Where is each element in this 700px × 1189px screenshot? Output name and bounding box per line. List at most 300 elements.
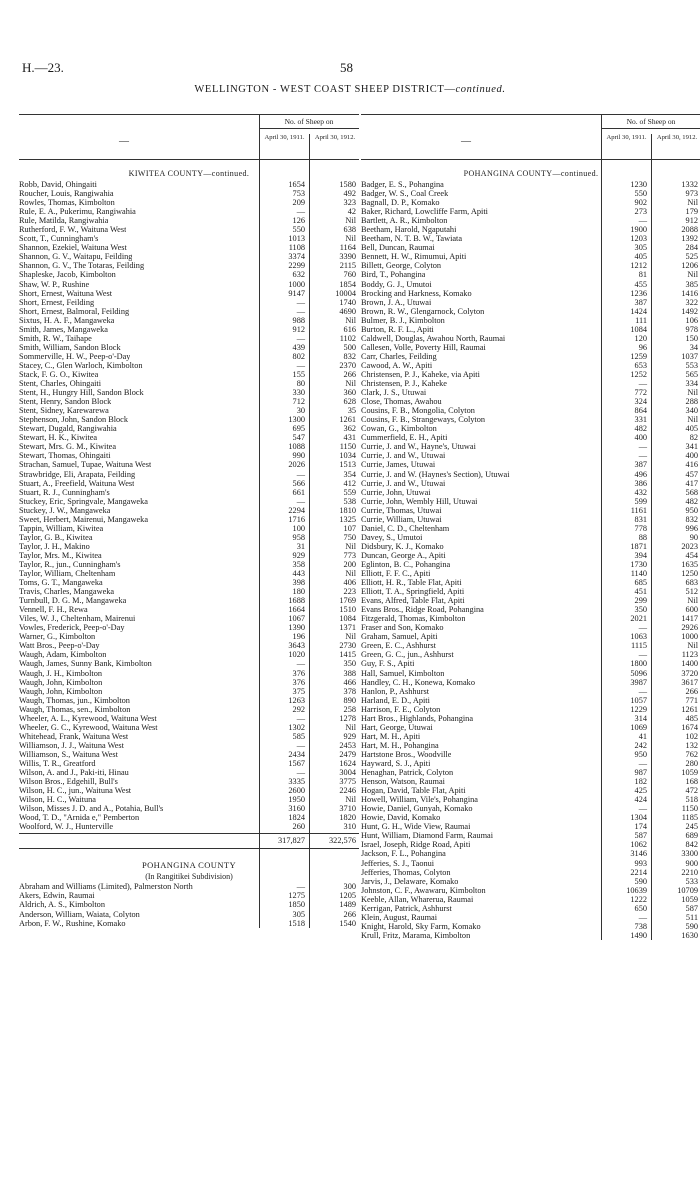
- sheep-1912: 1854: [339, 279, 356, 289]
- sheep-1912: 929: [343, 731, 356, 741]
- owner-name: Graham, Samuel, Apiti: [361, 632, 438, 642]
- sheep-1911: 1304: [630, 813, 647, 823]
- sheep-1911: 653: [634, 360, 647, 370]
- sheep-1912: 416: [685, 460, 698, 470]
- owner-name: Shannon, Ezekiel, Waituna West: [19, 243, 127, 253]
- sheep-1912: 106: [685, 315, 698, 325]
- sheep-1911: 350: [634, 605, 647, 615]
- sheep-1911: 209: [292, 198, 305, 208]
- table-row: [361, 705, 700, 714]
- sheep-1911: —: [638, 686, 647, 696]
- owner-name: Cousins, F. B., Strangeways, Colyton: [361, 415, 486, 425]
- sheep-1912: 354: [343, 469, 356, 479]
- sheep-1911: 1161: [630, 505, 647, 515]
- table-row: [361, 804, 700, 813]
- sheep-1911: 314: [634, 713, 647, 723]
- sheep-1912: 457: [685, 469, 698, 479]
- table-row: [361, 895, 700, 904]
- sheep-1912: 832: [343, 351, 356, 361]
- sheep-1912: 2246: [339, 786, 356, 796]
- table-row: [361, 307, 700, 316]
- sheep-1912: 1164: [339, 243, 356, 253]
- header-dash: —: [119, 136, 129, 147]
- title-suffix: continued.: [455, 84, 506, 95]
- sheep-1911: 587: [634, 831, 647, 841]
- owner-name: Wilson, A. and J., Paki-iti, Hinau: [19, 768, 129, 778]
- owner-name: Knight, Harold, Sky Farm, Komako: [361, 921, 481, 931]
- table-row: [19, 225, 359, 234]
- owner-name: Taylor, Mrs. M., Kiwitea: [19, 550, 102, 560]
- sheep-1911: 41: [638, 731, 647, 741]
- owner-name: Wilson, H. C., jun., Waituna West: [19, 786, 132, 796]
- sheep-1911: 1518: [288, 918, 305, 928]
- sheep-1912: 978: [685, 324, 698, 334]
- owner-name: Hall, Samuel, Kimbolton: [361, 668, 445, 678]
- sheep-1912: 310: [343, 822, 356, 832]
- sheep-1911: 111: [635, 315, 647, 325]
- sheep-1912: 245: [685, 822, 698, 832]
- sheep-1912: 266: [685, 686, 698, 696]
- table-row: [361, 334, 700, 343]
- table-row: [361, 678, 700, 687]
- sheep-1912: Nil: [345, 569, 356, 579]
- table-row: [361, 533, 700, 542]
- sheep-1911: 993: [634, 858, 647, 868]
- table-row: [19, 900, 359, 909]
- sheep-1912: 322: [685, 297, 698, 307]
- table-row: [361, 840, 700, 849]
- sheep-1912: 42: [347, 207, 356, 217]
- sheep-1912: 1059: [681, 768, 698, 778]
- table-row: [19, 479, 359, 488]
- sheep-1911: 2294: [288, 505, 305, 515]
- table-row: [361, 207, 700, 216]
- sheep-1911: —: [638, 804, 647, 814]
- owner-name: Turnbull, D. G. M., Mangaweka: [19, 596, 127, 606]
- owner-name: Stephenson, John, Sandon Block: [19, 415, 129, 425]
- sheep-1911: 1302: [288, 722, 305, 732]
- table-row: [19, 687, 359, 696]
- left-table-body: [19, 160, 359, 928]
- owner-name: Evans Bros., Ridge Road, Pohangina: [361, 605, 484, 615]
- sheep-1912: 3617: [681, 677, 698, 687]
- table-row: [19, 343, 359, 352]
- table-row: [361, 198, 700, 207]
- owner-name: Davey, S., Umutoi: [361, 532, 423, 542]
- table-row: [19, 515, 359, 524]
- owner-name: Clark, J. S., Utuwai: [361, 388, 427, 398]
- sheep-1911: 5096: [630, 668, 647, 678]
- sheep-1911: —: [296, 882, 305, 892]
- sheep-1911: 1108: [288, 243, 305, 253]
- sheep-1911: 424: [634, 795, 647, 805]
- owner-name: Fraser and Son, Komako: [361, 623, 444, 633]
- table-row: [361, 479, 700, 488]
- sheep-1912: 1371: [339, 623, 356, 633]
- sheep-1912: 762: [685, 749, 698, 759]
- owner-name: Stuckey, J. W., Mangaweka: [19, 505, 111, 515]
- owner-name: Waugh, Thomas, sen., Kimbolton: [19, 704, 131, 714]
- sheep-1912: 266: [343, 369, 356, 379]
- owner-name: Elliott, H. R., Table Flat, Apiti: [361, 578, 462, 588]
- table-row: [19, 198, 359, 207]
- table-row: [361, 913, 700, 922]
- owner-name: Waugh, J. H., Kimbolton: [19, 668, 102, 678]
- sheep-1911: 400: [634, 433, 647, 443]
- table-row: [19, 316, 359, 325]
- sheep-1911: 3987: [630, 677, 647, 687]
- title-main: WELLINGTON - WEST COAST SHEEP DISTRICT—: [194, 84, 456, 95]
- owner-name: Bartlett, A. R., Kimbolton: [361, 216, 448, 226]
- owner-name: Caldwell, Douglas, Awahou North, Raumai: [361, 333, 506, 343]
- owner-name: Handley, C. H., Konewa, Komako: [361, 677, 475, 687]
- sheep-1912: 150: [685, 333, 698, 343]
- sheep-1912: 600: [685, 605, 698, 615]
- owner-name: Waugh, Adam, Kimbolton: [19, 650, 107, 660]
- owner-name: Stuart, R. J., Cunningham's: [19, 487, 110, 497]
- sheep-1912: 518: [685, 795, 698, 805]
- table-row: [361, 225, 700, 234]
- table-row: [361, 859, 700, 868]
- sheep-1911: 180: [292, 587, 305, 597]
- table-row: [361, 605, 700, 614]
- sheep-1912: 1206: [681, 261, 698, 271]
- sheep-1911: 10639: [626, 885, 647, 895]
- sheep-1912: 2088: [681, 225, 698, 235]
- owner-name: Callesen, Volle, Poverty Hill, Raumai: [361, 342, 486, 352]
- sheep-1911: 299: [634, 596, 647, 606]
- sheep-1912: 406: [343, 578, 356, 588]
- table-row: [19, 488, 359, 497]
- sheep-1912: Nil: [345, 315, 356, 325]
- table-row: [19, 234, 359, 243]
- owner-name: Klein, August, Raumai: [361, 912, 438, 922]
- owner-name: Tappin, William, Kiwitea: [19, 523, 104, 533]
- owner-name: Eglinton, B. C., Pohangina: [361, 559, 451, 569]
- table-row: [19, 551, 359, 560]
- sheep-1912: 533: [685, 876, 698, 886]
- sheep-1912: 1261: [339, 415, 356, 425]
- owner-name: Brown, R. W., Glengarnock, Colyton: [361, 306, 485, 316]
- sheep-1911: 550: [634, 189, 647, 199]
- sheep-1911: 331: [634, 415, 647, 425]
- owner-name: Rule, Matilda, Rangiwahia: [19, 216, 109, 226]
- owner-name: Boddy, G. J., Umutoi: [361, 279, 432, 289]
- sheep-1912: Nil: [345, 795, 356, 805]
- owner-name: Currie, J. and W., Utuwai: [361, 478, 446, 488]
- sheep-1911: —: [638, 379, 647, 389]
- table-row: [361, 868, 700, 877]
- owner-name: Cowan, G., Kimbolton: [361, 424, 437, 434]
- table-row: [361, 922, 700, 931]
- total-1911: 317,827: [278, 836, 305, 846]
- sheep-1912: 565: [685, 369, 698, 379]
- owner-name: Hart Bros., Highlands, Pohangina: [361, 713, 473, 723]
- sheep-1911: —: [296, 207, 305, 217]
- table-row: [19, 741, 359, 750]
- owner-name: Williamson, S., Waituna West: [19, 749, 118, 759]
- sheep-1911: 1222: [630, 894, 647, 904]
- owner-name: Smith, William, Sandon Block: [19, 342, 121, 352]
- sheep-1912: 1415: [339, 650, 356, 660]
- header-dash: —: [461, 136, 471, 147]
- sheep-1911: 864: [634, 406, 647, 416]
- owner-name: Taylor, J. H., Makino: [19, 541, 90, 551]
- sheep-1911: 1000: [288, 279, 305, 289]
- left-table: [19, 114, 359, 928]
- sheep-1912: 179: [685, 207, 698, 217]
- sheep-1911: 1259: [630, 351, 647, 361]
- sheep-1911: 1950: [288, 795, 305, 805]
- table-row: [19, 370, 359, 379]
- sheep-1912: 1740: [339, 297, 356, 307]
- owner-name: Sweet, Herbert, Mairenui, Mangaweka: [19, 514, 149, 524]
- sheep-1911: 1084: [630, 324, 647, 334]
- sheep-1911: 3335: [288, 777, 305, 787]
- sheep-1911: 1800: [630, 659, 647, 669]
- sheep-1911: 324: [634, 397, 647, 407]
- sheep-1912: 90: [689, 532, 698, 542]
- sheep-1911: 2026: [288, 460, 305, 470]
- sheep-1911: 2214: [630, 867, 647, 877]
- table-row: [19, 289, 359, 298]
- sheep-1911: 305: [634, 243, 647, 253]
- header-year-1911: April 30, 1911.: [601, 134, 651, 159]
- owner-name: Cawood, A. W., Apiti: [361, 360, 433, 370]
- section-subheading: (In Rangitikei Subdivision): [145, 872, 233, 882]
- table-row: [19, 669, 359, 678]
- sheep-1911: 1069: [630, 722, 647, 732]
- table-row: [19, 497, 359, 506]
- table-row: [361, 460, 700, 469]
- sheep-1912: 1102: [339, 333, 356, 343]
- owner-name: Anderson, William, Waiata, Colyton: [19, 909, 140, 919]
- sheep-1911: 394: [634, 550, 647, 560]
- owner-name: Stewart, H. K., Kiwitea: [19, 433, 98, 443]
- owner-name: Christensen, P. J., Kaheke: [361, 379, 447, 389]
- sheep-1911: 31: [296, 541, 305, 551]
- table-row: [19, 243, 359, 252]
- table-row: [19, 207, 359, 216]
- sheep-1911: 120: [634, 333, 647, 343]
- sheep-1912: 223: [343, 587, 356, 597]
- owner-name: Evans, Alfred, Table Flat, Apiti: [361, 596, 465, 606]
- sheep-1911: 1063: [630, 632, 647, 642]
- table-row: [19, 379, 359, 388]
- sheep-1912: 454: [685, 550, 698, 560]
- sheep-1911: 1654: [288, 180, 305, 189]
- sheep-1912: 1278: [339, 713, 356, 723]
- owner-name: Smith, R. W., Taihape: [19, 333, 92, 343]
- sheep-1912: 378: [343, 686, 356, 696]
- sheep-1911: 305: [292, 909, 305, 919]
- owner-name: Keeble, Allan, Wharerua, Raumai: [361, 894, 474, 904]
- sheep-1911: —: [296, 768, 305, 778]
- table-row: [19, 280, 359, 289]
- owner-name: Roucher, Louis, Rangiwahia: [19, 189, 114, 199]
- owner-name: Waugh, Thomas, jun., Kimbolton: [19, 695, 130, 705]
- sheep-1912: 1037: [681, 351, 698, 361]
- sheep-1912: 280: [685, 759, 698, 768]
- table-row: [361, 723, 700, 732]
- table-row: [19, 891, 359, 900]
- owner-name: Short, Ernest, Balmoral, Feilding: [19, 306, 130, 316]
- sheep-1911: —: [638, 650, 647, 660]
- sheep-1911: 1252: [630, 369, 647, 379]
- table-row: [19, 270, 359, 279]
- sheep-1911: 398: [292, 578, 305, 588]
- sheep-1912: 1630: [681, 930, 698, 940]
- sheep-1911: 753: [292, 189, 305, 199]
- table-row: [19, 882, 359, 891]
- sheep-1912: 1250: [681, 569, 698, 579]
- owner-name: Stacey, C., Glen Warloch, Kimbolton: [19, 360, 143, 370]
- sheep-1911: 1140: [630, 569, 647, 579]
- table-row: [19, 632, 359, 641]
- table-row: [361, 813, 700, 822]
- right-table: [361, 114, 700, 940]
- owner-name: Green, G. C., jun., Ashhurst: [361, 650, 454, 660]
- sheep-1912: 10004: [335, 288, 356, 298]
- sheep-1912: 1123: [681, 650, 698, 660]
- owner-name: Jefferies, S. J., Taonui: [361, 858, 435, 868]
- table-row: [361, 795, 700, 804]
- page-title: [0, 84, 700, 95]
- sheep-1911: 2021: [630, 614, 647, 624]
- sheep-1911: 387: [634, 297, 647, 307]
- table-row: [19, 605, 359, 614]
- table-row: [361, 298, 700, 307]
- sheep-1911: 990: [292, 451, 305, 461]
- sheep-1912: 2453: [339, 740, 356, 750]
- sheep-1911: 375: [292, 686, 305, 696]
- sheep-1911: 292: [292, 704, 305, 714]
- table-row: [19, 750, 359, 759]
- table-row: [361, 849, 700, 858]
- owner-name: Waugh, John, Kimbolton: [19, 677, 103, 687]
- sheep-1911: 376: [292, 677, 305, 687]
- table-row: [19, 804, 359, 813]
- sheep-1912: 360: [343, 388, 356, 398]
- sheep-1911: —: [296, 306, 305, 316]
- owner-name: Elliott, T. A., Springfield, Apiti: [361, 587, 465, 597]
- sheep-1912: 1185: [681, 813, 698, 823]
- sheep-1912: 1540: [339, 918, 356, 928]
- sheep-1911: 100: [292, 523, 305, 533]
- owner-name: Beetham, Harold, Ngaputahi: [361, 225, 457, 235]
- sheep-1912: 1489: [339, 900, 356, 910]
- owner-name: Taylor, William, Cheltenham: [19, 569, 116, 579]
- table-row: [361, 886, 700, 895]
- table-row: [361, 822, 700, 831]
- sheep-1912: 628: [343, 397, 356, 407]
- sheep-1911: 695: [292, 424, 305, 434]
- sheep-1912: 590: [685, 921, 698, 931]
- owner-name: Jefferies, Thomas, Colyton: [361, 867, 451, 877]
- sheep-1911: 1203: [630, 234, 647, 244]
- owner-name: Close, Thomas, Awahou: [361, 397, 442, 407]
- sheep-1912: 258: [343, 704, 356, 714]
- table-row: [361, 732, 700, 741]
- sheep-1911: —: [638, 623, 647, 633]
- table-row: [361, 669, 700, 678]
- owner-name: Sixtus, H. A. F., Mangaweka: [19, 315, 115, 325]
- owner-name: Bird, T., Pohangina: [361, 270, 426, 280]
- sheep-1911: 196: [292, 632, 305, 642]
- sheep-1911: —: [296, 740, 305, 750]
- sheep-1912: 1084: [339, 614, 356, 624]
- table-row: [19, 569, 359, 578]
- table-row: [361, 551, 700, 560]
- sheep-1911: 1490: [630, 930, 647, 940]
- sheep-1911: 950: [634, 749, 647, 759]
- table-row: [361, 243, 700, 252]
- sheep-1911: 376: [292, 668, 305, 678]
- table-row: [19, 189, 359, 198]
- owner-name: Didsbury, K. J., Komako: [361, 541, 444, 551]
- sheep-1912: 1513: [339, 460, 356, 470]
- sheep-1911: 712: [292, 397, 305, 407]
- table-row: [19, 587, 359, 596]
- header-number-label: No. of Sheep on: [601, 117, 700, 129]
- table-row: [19, 406, 359, 415]
- table-row: [361, 442, 700, 451]
- sheep-1911: 405: [634, 252, 647, 262]
- sheep-1911: —: [638, 451, 647, 461]
- sheep-1911: 30: [296, 406, 305, 416]
- table-row: [19, 813, 359, 822]
- header-year-1912: April 30, 1912.: [651, 134, 700, 159]
- sheep-1911: 3643: [288, 641, 305, 651]
- owner-name: Waugh, James, Sunny Bank, Kimbolton: [19, 659, 152, 669]
- sheep-1912: 683: [685, 578, 698, 588]
- sheep-1911: 1824: [288, 813, 305, 823]
- sheep-1912: 10709: [677, 885, 698, 895]
- owner-name: Aldrich, A. S., Kimbolton: [19, 900, 105, 910]
- sheep-1911: 3374: [288, 252, 305, 262]
- owner-name: Scott, T., Cunningham's: [19, 234, 99, 244]
- table-row: [19, 650, 359, 659]
- owner-name: Stewart, Dugald, Rangiwahia: [19, 424, 117, 434]
- table-row: [361, 741, 700, 750]
- table-row: [19, 542, 359, 551]
- table-row: [361, 614, 700, 623]
- table-row: [361, 786, 700, 795]
- sheep-1912: Nil: [345, 632, 356, 642]
- sheep-1912: 912: [685, 216, 698, 226]
- owner-name: Wilson Bros., Edgehill, Bull's: [19, 777, 118, 787]
- owner-name: Stuckey, Eric, Springvale, Mangaweka: [19, 496, 148, 506]
- sheep-1911: 358: [292, 559, 305, 569]
- table-row: [361, 542, 700, 551]
- section-heading-pohangina: POHANGINA COUNTY: [142, 860, 236, 871]
- owner-name: Bell, Duncan, Raumai: [361, 243, 435, 253]
- table-row: [361, 696, 700, 705]
- sheep-1912: 832: [685, 514, 698, 524]
- table-row: [361, 388, 700, 397]
- owner-name: Williamson, J. J., Waituna West: [19, 740, 124, 750]
- owner-name: Kerrigan, Patrick, Ashhurst: [361, 903, 452, 913]
- table-row: [361, 451, 700, 460]
- owner-name: Jarvis, J., Delaware, Komako: [361, 876, 459, 886]
- table-row: [361, 270, 700, 279]
- sheep-1911: 260: [292, 822, 305, 832]
- owner-name: Cousins, F. B., Mongolia, Colyton: [361, 406, 475, 416]
- sheep-1912: 553: [685, 360, 698, 370]
- owner-name: Vennell, F. H., Rewa: [19, 605, 88, 615]
- sheep-1911: 273: [634, 207, 647, 217]
- sheep-1911: 1088: [288, 442, 305, 452]
